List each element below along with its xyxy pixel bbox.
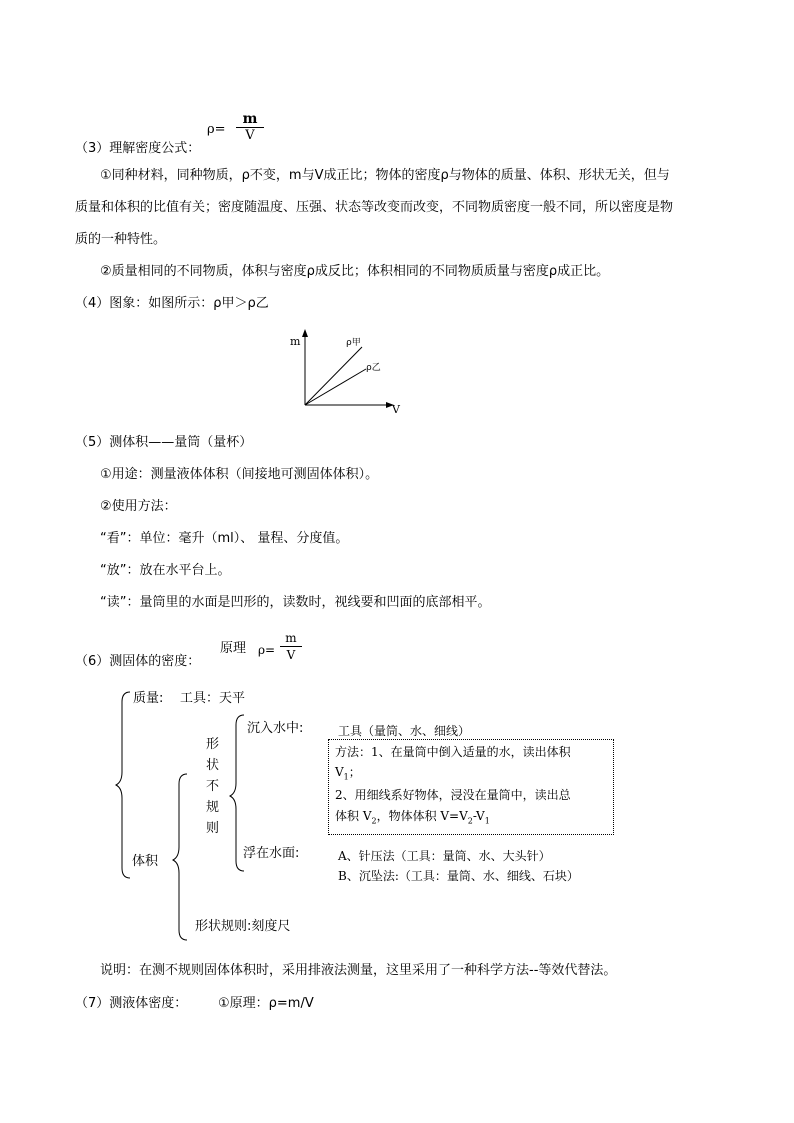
line-jia-label: ρ甲 xyxy=(346,338,361,348)
section3-para1-line3: 质的一种特性。 xyxy=(75,232,167,247)
section3-para1-line2: 质量和体积的比值有关；密度随温度、压强、状态等改变而改变，不同物质密度一般不同，所以密度是物 xyxy=(75,200,674,215)
mass-tool: 工具：天平 xyxy=(180,691,246,706)
irregular-char-3: 不 xyxy=(206,779,220,794)
density-formula-fraction xyxy=(236,112,264,143)
section7-principle: ①原理：ρ=m/V xyxy=(218,996,314,1011)
float-method-b: B、沉坠法:（工具：量筒、水、细线、石块） xyxy=(338,869,579,883)
principle-formula-fraction xyxy=(280,631,302,662)
method-box xyxy=(328,739,614,835)
principle-label: 原理 xyxy=(220,641,247,656)
section6-note: 说明：在测不规则固体体积时，采用排液法测量，这里采用了一种科学方法--等效代替法。 xyxy=(100,963,617,978)
x-axis-label: V xyxy=(392,403,400,415)
outer-brace xyxy=(115,690,135,880)
section4-heading: （4）图象：如图所示：ρ甲＞ρ乙 xyxy=(75,296,269,311)
y-axis-label: m xyxy=(290,335,301,348)
density-formula-lhs: ρ= xyxy=(207,122,226,137)
method-line3: 2、用细线系好物体，浸没在量筒中，读出总 xyxy=(335,788,571,802)
section3-heading: （3）理解密度公式： xyxy=(75,141,201,156)
section5-method: ②使用方法： xyxy=(100,499,177,514)
section6-heading: （6）测固体的密度： xyxy=(75,654,201,669)
section5-use: ①用途：测量液体体积（间接地可测固体体积）。 xyxy=(100,467,379,482)
regular-shape-label: 形状规则:刻度尺 xyxy=(195,919,291,934)
y-axis-arrow xyxy=(302,329,308,337)
density-graph xyxy=(280,325,410,415)
volume-brace xyxy=(172,772,192,942)
float-method-a: A、针压法（工具：量筒、水、大头针） xyxy=(338,849,551,863)
irregular-char-4: 规 xyxy=(206,800,220,815)
irregular-char-2: 状 xyxy=(206,758,220,773)
section7-heading: （7）测液体密度： xyxy=(75,996,188,1011)
principle-numerator: m xyxy=(285,631,297,645)
formula-denominator: V xyxy=(245,128,255,143)
irregular-char-5: 则 xyxy=(206,821,220,836)
principle-denominator: V xyxy=(286,648,296,662)
irregular-char-1: 形 xyxy=(206,737,220,752)
volume-label: 体积 xyxy=(132,854,159,869)
section5-read: “读”：量筒里的水面是凹形的，读数时，视线要和凹面的底部相平。 xyxy=(100,595,491,610)
method-line2: $V_1$； xyxy=(335,765,361,782)
line-yi-label: ρ乙 xyxy=(366,363,381,373)
sink-tool: 工具（量筒、水、细线） xyxy=(338,724,471,738)
principle-formula-lhs: ρ= xyxy=(258,643,276,657)
section3-para1-line1: ①同种材料，同种物质，ρ不变，m与V成正比；物体的密度ρ与物体的质量、体积、形状无关，但与 xyxy=(100,168,670,183)
formula-numerator: m xyxy=(242,111,258,127)
method-line1: 方法：1、在量筒中倒入适量的水，读出体积 xyxy=(335,745,571,759)
section5-place: “放”：放在水平台上。 xyxy=(100,563,231,578)
float-label: 浮在水面: xyxy=(243,846,300,861)
sink-label: 沉入水中: xyxy=(247,721,304,736)
section3-para2: ②质量相同的不同物质，体积与密度ρ成反比；体积相同的不同物质质量与密度ρ成正比。 xyxy=(100,264,610,279)
section5-heading: （5）测体积——量筒（量杯） xyxy=(75,435,253,450)
section5-look: “看”：单位：毫升（ml）、 量程、分度值。 xyxy=(100,531,349,546)
mass-label: 质量: xyxy=(133,691,164,706)
method-line4: 体积 $V_2$，物体体积 $V=V_2-V_1$ xyxy=(335,809,490,826)
principle-fraction-bar xyxy=(280,646,302,647)
